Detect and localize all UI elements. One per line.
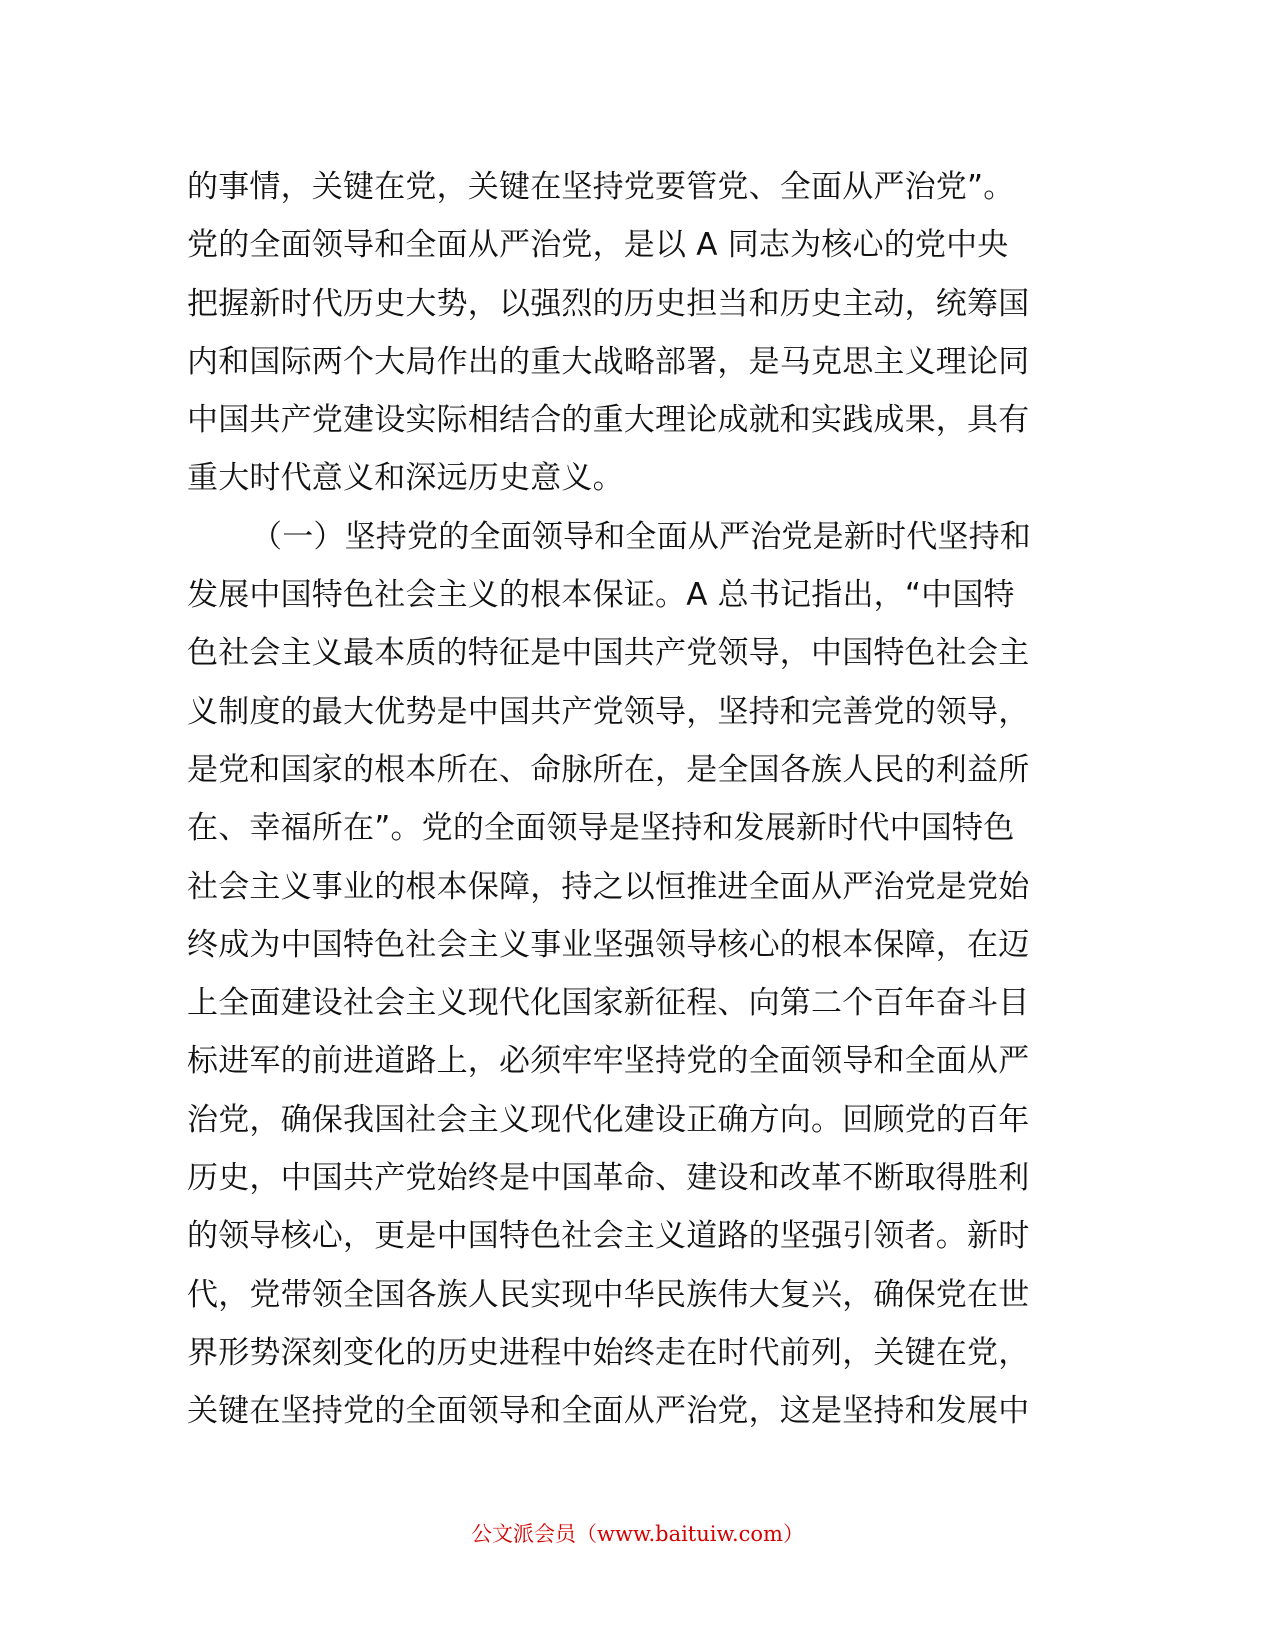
- text-line: 社会主义事业的根本保障，持之以恒推进全面从严治党是党始: [187, 868, 1030, 905]
- text-line: 发展中国特色社会主义的根本保证。A 总书记指出，“中国特: [187, 577, 1015, 614]
- text-line: 关键在坚持党的全面领导和全面从严治党，这是坚持和发展中: [187, 1393, 1030, 1430]
- text-line: 的事情，关键在党，关键在坚持党要管党、全面从严治党”。: [187, 169, 1015, 205]
- text-line: 把握新时代历史大势，以强烈的历史担当和历史主动，统筹国: [187, 285, 1030, 322]
- text-line: 界形势深刻变化的历史进程中始终走在时代前列，关键在党，: [187, 1334, 1030, 1371]
- text-line: 的领导核心，更是中国特色社会主义道路的坚强引领者。新时: [187, 1218, 1030, 1255]
- text-line: 在、幸福所在”。党的全面领导是坚持和发展新时代中国特色: [187, 810, 1015, 847]
- footer-watermark: 公文派会员（www.baituiw.com）: [471, 1522, 804, 1546]
- text-line: 内和国际两个大局作出的重大战略部署，是马克思主义理论同: [187, 343, 1030, 380]
- text-line: 上全面建设社会主义现代化国家新征程、向第二个百年奋斗目: [187, 985, 1030, 1022]
- text-line: 标进军的前进道路上，必须牢牢坚持党的全面领导和全面从严: [187, 1043, 1030, 1080]
- text-line: 义制度的最大优势是中国共产党领导，坚持和完善党的领导，: [187, 693, 1030, 730]
- text-line: 历史，中国共产党始终是中国革命、建设和改革不断取得胜利: [187, 1160, 1030, 1197]
- text-line: 代，党带领全国各族人民实现中华民族伟大复兴，确保党在世: [187, 1276, 1030, 1313]
- document-body: [187, 158, 1087, 1441]
- section-heading-line: （一）坚持党的全面领导和全面从严治党是新时代坚持和: [251, 518, 1031, 555]
- text-line: 中国共产党建设实际相结合的重大理论成就和实践成果，具有: [187, 402, 1030, 439]
- text-line: 是党和国家的根本所在、命脉所在，是全国各族人民的利益所: [187, 751, 1030, 788]
- text-line: 终成为中国特色社会主义事业坚强领导核心的根本保障，在迈: [187, 926, 1030, 963]
- text-line: 党的全面领导和全面从严治党，是以 A 同志为核心的党中央: [187, 227, 1009, 264]
- text-line: 色社会主义最本质的特征是中国共产党领导，中国特色社会主: [187, 635, 1030, 672]
- text-line: 治党，确保我国社会主义现代化建设正确方向。回顾党的百年: [187, 1101, 1030, 1138]
- text-line: 重大时代意义和深远历史意义。: [187, 460, 624, 497]
